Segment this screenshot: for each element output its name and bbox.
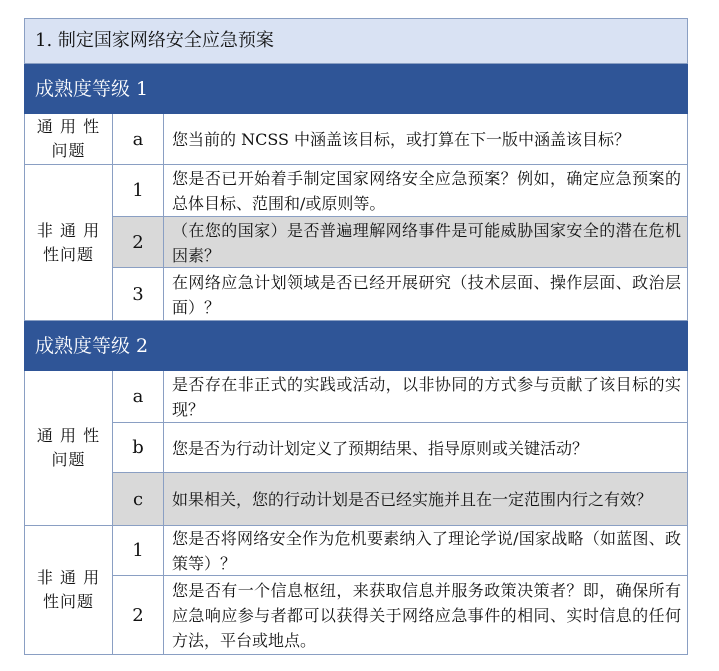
question-row xyxy=(113,217,687,268)
question-text: 您是否有一个信息枢纽，来获取信息并服务政策决策者？即，确保所有应急响应参与者都可以获得关于网络应急事件的相同、实时信息的任何方法，平台或地点。 xyxy=(172,581,681,650)
question-text: 您是否已开始着手制定国家网络安全应急预案？例如，确定应急预案的总体目标、范围和/或原则等。 xyxy=(172,169,681,213)
question-row xyxy=(113,371,687,423)
maturity-table xyxy=(24,18,688,655)
question-row xyxy=(113,576,687,654)
question-number: 2 xyxy=(113,217,164,267)
question-number: 3 xyxy=(113,268,164,320)
level-2-general-group xyxy=(24,371,688,526)
question-number: 1 xyxy=(113,526,164,575)
question-number: b xyxy=(113,423,164,472)
category-label: 通 用 性问题 xyxy=(25,371,113,525)
question-text: （在您的国家）是否普遍理解网络事件是可能威胁国家安全的潜在危机因素？ xyxy=(172,220,681,265)
question-text: 您当前的 NCSS 中涵盖该目标，或打算在下一版中涵盖该目标？ xyxy=(172,130,631,149)
category-label: 通 用 性问题 xyxy=(25,114,113,164)
question-number: c xyxy=(113,473,164,525)
question-text: 是否存在非正式的实践或活动，以非协同的方式参与贡献了该目标的实现？ xyxy=(172,375,681,419)
question-row xyxy=(113,526,687,576)
question-number: 2 xyxy=(113,576,164,654)
question-row xyxy=(113,423,687,473)
section-title: 1. 制定国家网络安全应急预案 xyxy=(24,18,688,64)
level-1-specific-group xyxy=(24,165,688,321)
category-label: 非 通 用性问题 xyxy=(25,165,113,320)
question-text: 在网络应急计划领域是否已经开展研究（技术层面、操作层面、政治层面）？ xyxy=(172,272,681,317)
question-row xyxy=(113,473,687,525)
question-number: 1 xyxy=(113,165,164,216)
question-text: 您是否将网络安全作为危机要素纳入了理论学说/国家战略（如蓝图、政策等）？ xyxy=(172,529,681,573)
question-number: a xyxy=(113,371,164,422)
level-2-heading: 成熟度等级 2 xyxy=(24,321,688,371)
question-row xyxy=(113,165,687,217)
question-row xyxy=(113,114,687,164)
level-2-specific-group xyxy=(24,526,688,655)
question-text: 您是否为行动计划定义了预期结果、指导原则或关键活动？ xyxy=(172,438,589,458)
question-row xyxy=(113,268,687,320)
level-1-general-group xyxy=(24,114,688,165)
category-label: 非 通 用性问题 xyxy=(25,526,113,654)
question-text: 如果相关，您的行动计划是否已经实施并且在一定范围内行之有效？ xyxy=(172,490,653,509)
level-1-heading: 成熟度等级 1 xyxy=(24,64,688,114)
question-number: a xyxy=(113,114,164,164)
